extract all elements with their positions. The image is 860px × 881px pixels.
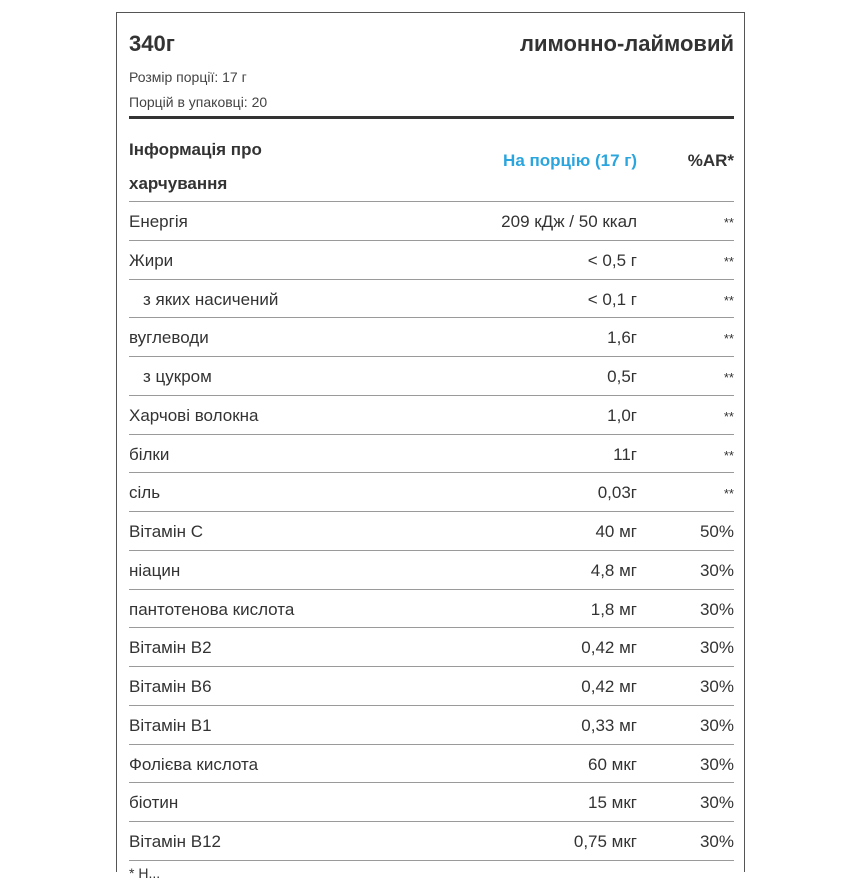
table-row [129, 435, 734, 474]
table-row [129, 590, 734, 629]
nutrient-ar: 30% [699, 677, 734, 696]
nutrient-ar: ** [723, 215, 734, 230]
nutrient-value: 15 мкг [588, 793, 637, 813]
table-row [129, 473, 734, 512]
nutrition-panel [116, 12, 745, 881]
nutrient-name: Енергія [129, 212, 188, 231]
nutrient-ar: ** [723, 292, 734, 308]
product-header [129, 13, 734, 117]
table-row [129, 241, 734, 280]
nutrient-name: білки [129, 444, 170, 464]
nutrient-value: 0,42 мг [581, 638, 637, 658]
nutrient-name: з яких насичений [143, 289, 279, 309]
nutrient-ar: ** [723, 408, 734, 424]
table-row [129, 628, 734, 667]
nutrient-name: Жири [129, 250, 174, 270]
nutrient-name: вуглеводи [129, 328, 209, 348]
nutrient-ar: 30% [699, 715, 734, 735]
table-row [129, 280, 734, 319]
nutrient-ar: 30% [699, 599, 734, 619]
nutrient-ar: ** [723, 253, 734, 269]
nutrient-name: Вітамін B6 [129, 677, 212, 696]
nutrient-value: < 0,1 г [587, 289, 637, 309]
nutrient-name: пантотенова кислота [129, 599, 295, 619]
nutrient-name: Фолієва кислота [129, 754, 259, 774]
table-row [129, 396, 734, 435]
ar-heading: %AR* [687, 151, 734, 170]
nutrient-ar: 30% [699, 832, 734, 851]
nutrient-name: Вітамін B1 [129, 715, 212, 735]
nutrient-value: 0,03г [597, 483, 637, 503]
nutrient-value: 0,75 мкг [573, 832, 637, 851]
table-row [129, 357, 734, 396]
nutrient-ar: ** [723, 370, 734, 385]
nutrient-ar: ** [723, 447, 734, 463]
table-row [129, 512, 734, 551]
nutrient-value: 1,0г [607, 405, 637, 425]
package-weight: 340г [129, 31, 175, 56]
table-row [129, 667, 734, 706]
footnote: * Н... [129, 865, 161, 881]
nutrient-ar: 50% [699, 522, 734, 541]
nutrient-ar: ** [723, 331, 734, 347]
nutrient-name: Вітамін C [129, 522, 204, 541]
nutrient-name: біотин [129, 793, 179, 813]
nutrition-info-heading: Інформація про харчування [129, 140, 262, 193]
nutrient-value: 0,5г [607, 367, 637, 386]
table-header [129, 119, 734, 202]
nutrient-value: 1,6г [607, 328, 637, 348]
nutrient-value: 4,8 мг [590, 560, 637, 580]
nutrient-ar: 30% [699, 560, 734, 580]
nutrient-name: сіль [129, 483, 161, 503]
flavor-name: лимонно-лаймовий [520, 31, 734, 56]
nutrient-value: 0,42 мг [581, 677, 637, 696]
table-row [129, 318, 734, 357]
table-row [129, 706, 734, 745]
table-row [129, 745, 734, 784]
servings-per-pack: Порцій в упаковці: 20 [129, 94, 268, 110]
per-serving-heading: На порцію (17 г) [503, 151, 637, 170]
serving-size: Розмір порції: 17 г [129, 69, 247, 85]
nutrient-value: 60 мкг [588, 754, 637, 774]
nutrition-rows [129, 202, 734, 861]
table-row [129, 822, 734, 861]
nutrient-value: 1,8 мг [590, 599, 637, 619]
nutrient-name: Вітамін B2 [129, 638, 212, 658]
nutrient-value: < 0,5 г [587, 250, 637, 270]
nutrient-value: 11г [613, 444, 637, 464]
nutrient-ar: 30% [699, 638, 734, 658]
table-row [129, 551, 734, 590]
nutrient-ar: 30% [699, 754, 734, 774]
nutrient-name: з цукром [143, 367, 212, 386]
nutrient-ar: ** [723, 486, 734, 502]
nutrient-ar: 30% [699, 793, 734, 813]
nutrient-value: 0,33 мг [581, 715, 637, 735]
nutrient-value: 40 мг [595, 522, 637, 541]
nutrient-name: Харчові волокна [129, 405, 259, 425]
nutrient-name: ніацин [129, 560, 181, 580]
nutrient-value: 209 кДж / 50 ккал [501, 212, 637, 231]
table-row [129, 202, 734, 241]
table-row [129, 783, 734, 822]
nutrient-name: Вітамін B12 [129, 832, 221, 851]
